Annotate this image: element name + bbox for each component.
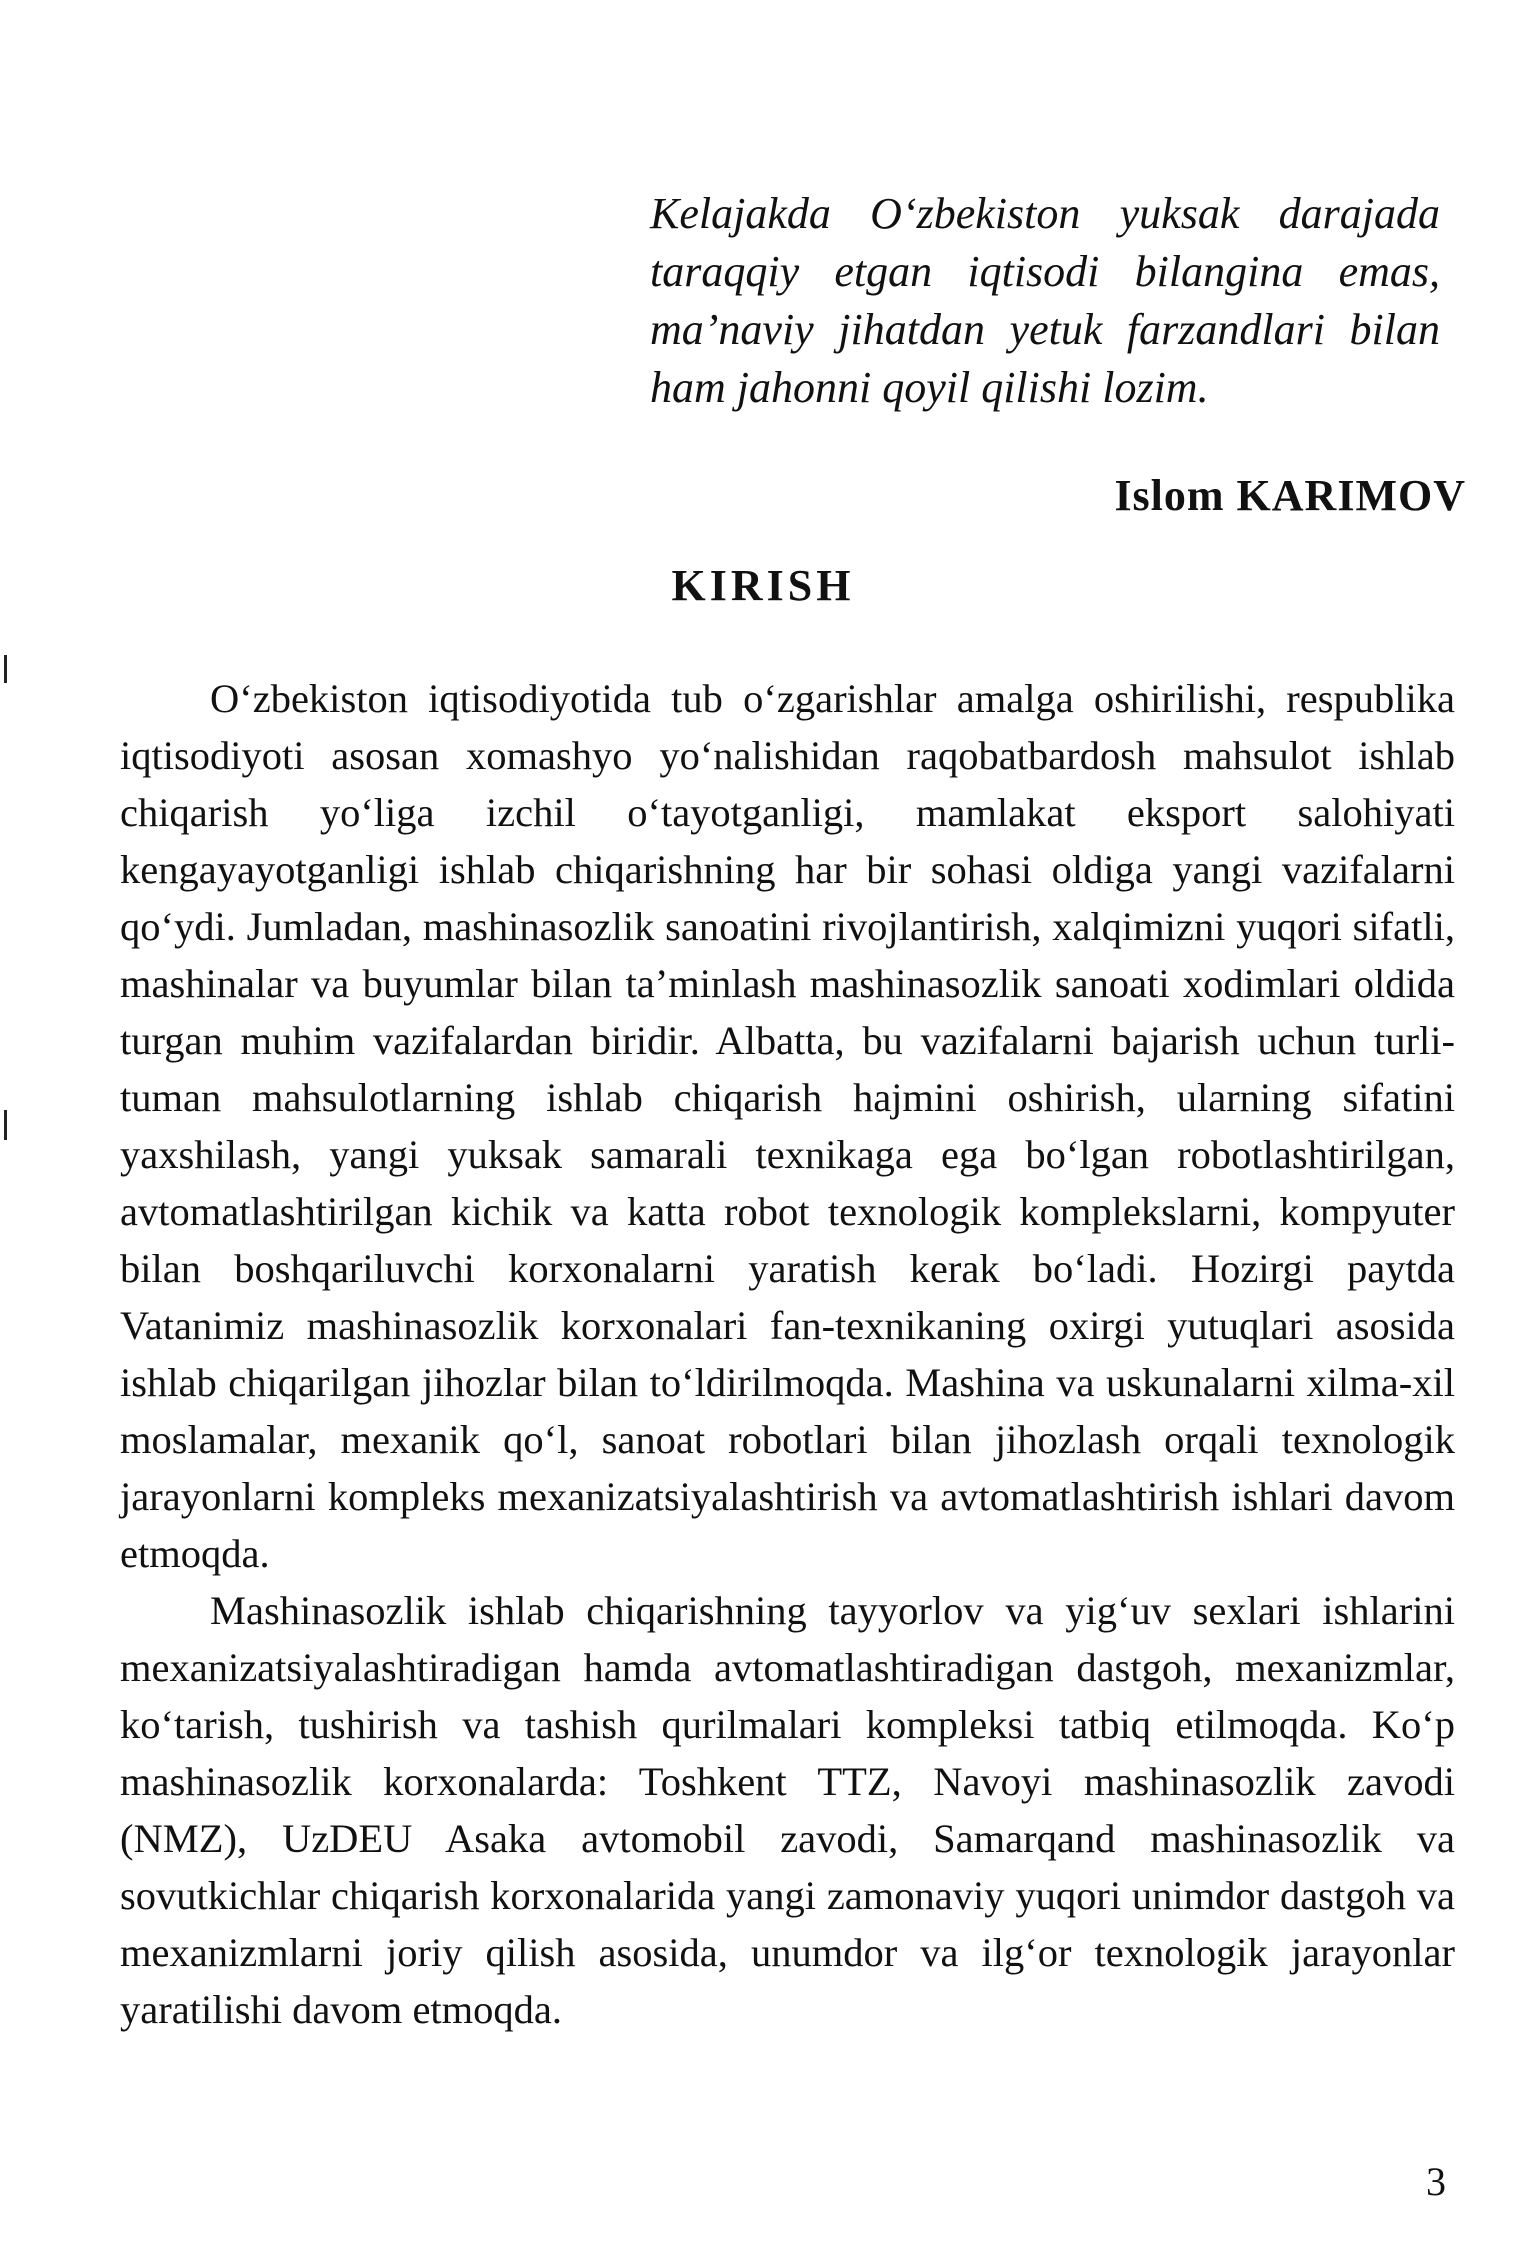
body-text bbox=[120, 670, 1455, 2038]
epigraph-author: Islom KARIMOV bbox=[1114, 471, 1466, 520]
paragraph: O‘zbekiston iqtisodiyotida tub o‘zgarishlar amalga oshirilishi, respublika iqtisodiyoti asosan xomashyo yo‘nalishidan raqobatbardosh mahsulot ishlab chiqarish yo‘liga izchil o‘tayotganligi, mamlakat eksport salohiyati kengayayotganligi ishlab chiqarishning har bir sohasi oldiga yangi vazifalarni qo‘ydi. Jumladan, mashinasozlik sanoatini rivojlantirish, xalqimizni yuqori sifatli, mashinalar va buyumlar bilan ta’minlash mashinasozlik sanoati xodimlari oldida turgan muhim vazifalardan biridir. Albatta, bu vazifalarni bajarish uchun turli-tuman mahsulotlarning ishlab chiqarish hajmini oshirish, ularning sifatini yaxshilash, yangi yuksak samarali texnikaga ega bo‘lgan robotlashtirilgan, avtomatlashtirilgan kichik va katta robot texnologik komplekslarni, kompyuter bilan boshqariluvchi korxonalarni yaratish kerak bo‘ladi. Hozirgi paytda Vatanimiz mashinasozlik korxonalari fan-texnikaning oxirgi yutuqlari asosida ishlab chiqarilgan jihozlar bilan to‘ldirilmoqda. Mashina va uskunalarni xilma-xil moslamalar, mexanik qo‘l, sanoat robotlari bilan jihozlash orqali texnologik jarayonlarni kompleks mexanizatsiyalashtirish va avtomatlashtirish ishlari davom etmoqda. bbox=[120, 676, 1455, 1576]
margin-mark bbox=[4, 1110, 7, 1140]
page-number: 3 bbox=[1426, 2159, 1446, 2204]
section-heading: KIRISH bbox=[671, 561, 855, 610]
paragraph: Mashinasozlik ishlab chiqarishning tayyorlov va yig‘uv sexlari ishlarini mexanizatsiyalashtiradigan hamda avtomatlashtiradigan dastgoh, mexanizmlar, ko‘tarish, tushirish va tashish qurilmalari kompleksi tatbiq etilmoqda. Ko‘p mashinasozlik korxonalarda: Toshkent TTZ, Navoyi mashinasozlik zavodi (NMZ), UzDEU Asaka avtomobil zavodi, Samarqand mashinasozlik va sovutkichlar chiqarish korxonalarida yangi zamonaviy yuqori unimdor dastgoh va mexanizmlarni joriy qilish asosida, unumdor va ilg‘or texnologik jarayonlar yaratilishi davom etmoqda. bbox=[120, 1588, 1455, 2032]
margin-mark bbox=[4, 655, 7, 683]
epigraph-quote: Kelajakda O‘zbekiston yuksak darajada taraqqiy etgan iqtisodi bilangina emas, ma’naviy jihatdan yetuk farzandlari bilan ham jahonni qoyil qilishi lozim. bbox=[650, 189, 1440, 412]
